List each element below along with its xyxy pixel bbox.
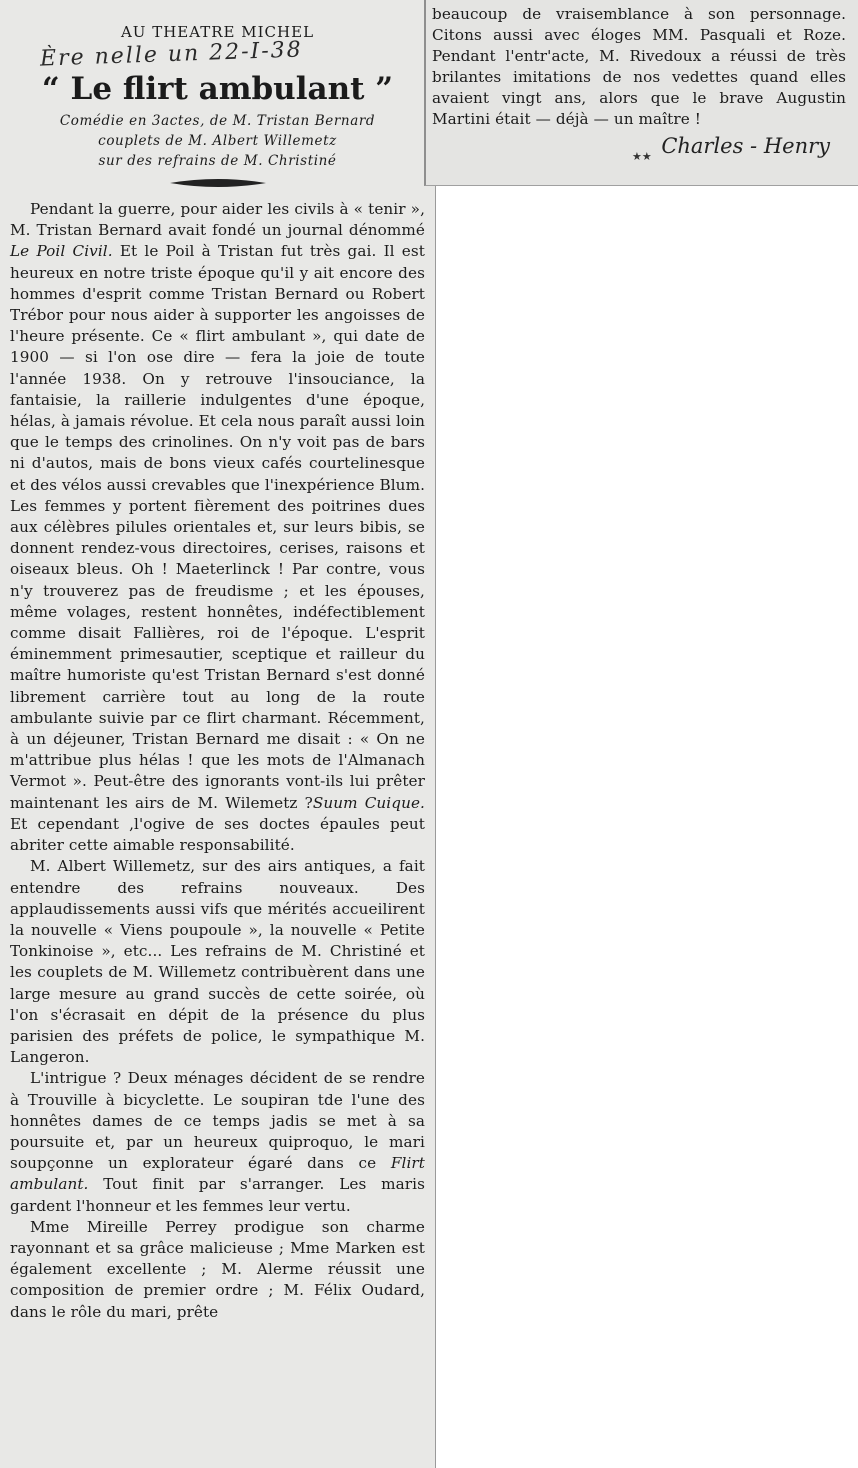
- body-paragraph-3: L'intrigue ? Deux ménages décident de se rendre à Trouville à bicyclette. Le soupiran tde l'une des honnêtes dames de ce temps jadis se met à sa poursuite et, par un heureux quiproquo, le mari soupçonne un explorateur égaré dans ce Flirt ambulant. Tout finit par s'arranger. Les maris gardent l'honneur et les femmes leur vertu.: [10, 1069, 425, 1215]
- body-paragraph-4: Mme Mireille Perrey prodigue son charme rayonnant et sa grâce malicieuse ; Mme Marken est également excellente ; M. Alerme réussit une composition de premier ordre ; M. Félix Oudard, dans le rôle du mari, prête: [10, 1217, 425, 1321]
- body-paragraph-2: M. Albert Willemetz, sur des airs antiques, a fait entendre des refrains nouveaux. Des applaudissements aussi vifs que mérités accueilirent la nouvelle « Viens poupoule », la nouvelle « Petite Tonkinoise », etc... Les refrains de M. Christiné et les couplets de M. Willemetz contribuèrent dans une large mesure au grand succès de cette soirée, où l'on s'écrasait en dépit de la présence du plus parisien des préfets de police, le sympathique M. Langeron.: [10, 857, 425, 1067]
- author-signature: Charles - Henry: [661, 134, 830, 158]
- article-headline: “ Le flirt ambulant ”: [41, 71, 394, 107]
- subhead-line: couplets de M. Albert Willemetz: [98, 133, 337, 149]
- subhead-line: Comédie en 3actes, de M. Tristan Bernard: [59, 113, 376, 129]
- theatre-kicker: AU THEATRE MICHEL: [120, 23, 315, 41]
- play-title: Flirt ambulant.: [10, 1154, 425, 1194]
- latin-phrase: Suum Cuique.: [312, 793, 425, 812]
- handwritten-date-note: Ère nelle un 22-I-38: [39, 37, 304, 72]
- continuation-text: beaucoup de vraisemblance à son personnage. Citons aussi avec éloges MM. Pasquali et Roze. Pendant l'entr'acte, M. Rivedoux a réussi de très brilantes imitations de nos vedettes quand elles avaient vingt ans, alors que le brave Augustin Martini était — déjà — un maître !: [432, 5, 846, 128]
- signature-stars: ★★: [632, 150, 652, 163]
- journal-title: Le Poil Civil.: [10, 242, 113, 261]
- continuation-clipping: [424, 0, 858, 186]
- subhead-line: sur des refrains de M. Christiné: [98, 153, 337, 169]
- ornament-divider: [168, 177, 268, 189]
- article-subhead: [10, 111, 425, 171]
- body-paragraph-1: Pendant la guerre, pour aider les civils à « tenir », M. Tristan Bernard avait fondé un journal dénommé Le Poil Civil. Et le Poil à Tristan fut très gai. Il est heureux en notre triste époque qu'il y ait encore des hommes d'esprit comme Tristan Bernard ou Robert Trébor pour nous aider à supporter les angoisses de l'heure présente. Ce « flirt ambulant », qui date de 1900 — si l'on ose dire — fera la joie de toute l'année 1938. On y retrouve l'insouciance, la fantaisie, la raillerie indulgentes d'une époque, hélas, à jamais révolue. Et cela nous paraît aussi loin que le temps des crinolines. On n'y voit pas de bars ni d'autos, mais de bons vieux cafés courtelinesque et des vélos aussi crevables que l'inexpérience Blum. Les femmes y portent fièrement des poitrines dues aux célèbres pilules orientales et, sur leurs bibis, se donnent rendez-vous directoires, cerises, raisons et oiseaux bleus. Oh ! Maeterlinck ! Par contre, vous n'y trouverez pas de freudisme ; et les épouses, même volages, restent honnêtes, indéfectiblement comme disait Fallières, roi de l'époque. L'esprit éminemment primesautier, sceptique et railleur du maître humoriste qu'est Tristan Bernard s'est donné librement carrière tout au long de la route ambulante suivie par ce flirt charmant. Récemment, à un déjeuner, Tristan Bernard me disait : « On ne m'attribue plus hélas ! que les mots de l'Almanach Vermot ». Peut-être des ignorants vont-ils lui prêter maintenant les airs de M. Wilemetz ?Suum Cuique. Et cependant ,l'ogive de ses doctes épaules peut abriter cette aimable responsabilité.: [10, 200, 425, 855]
